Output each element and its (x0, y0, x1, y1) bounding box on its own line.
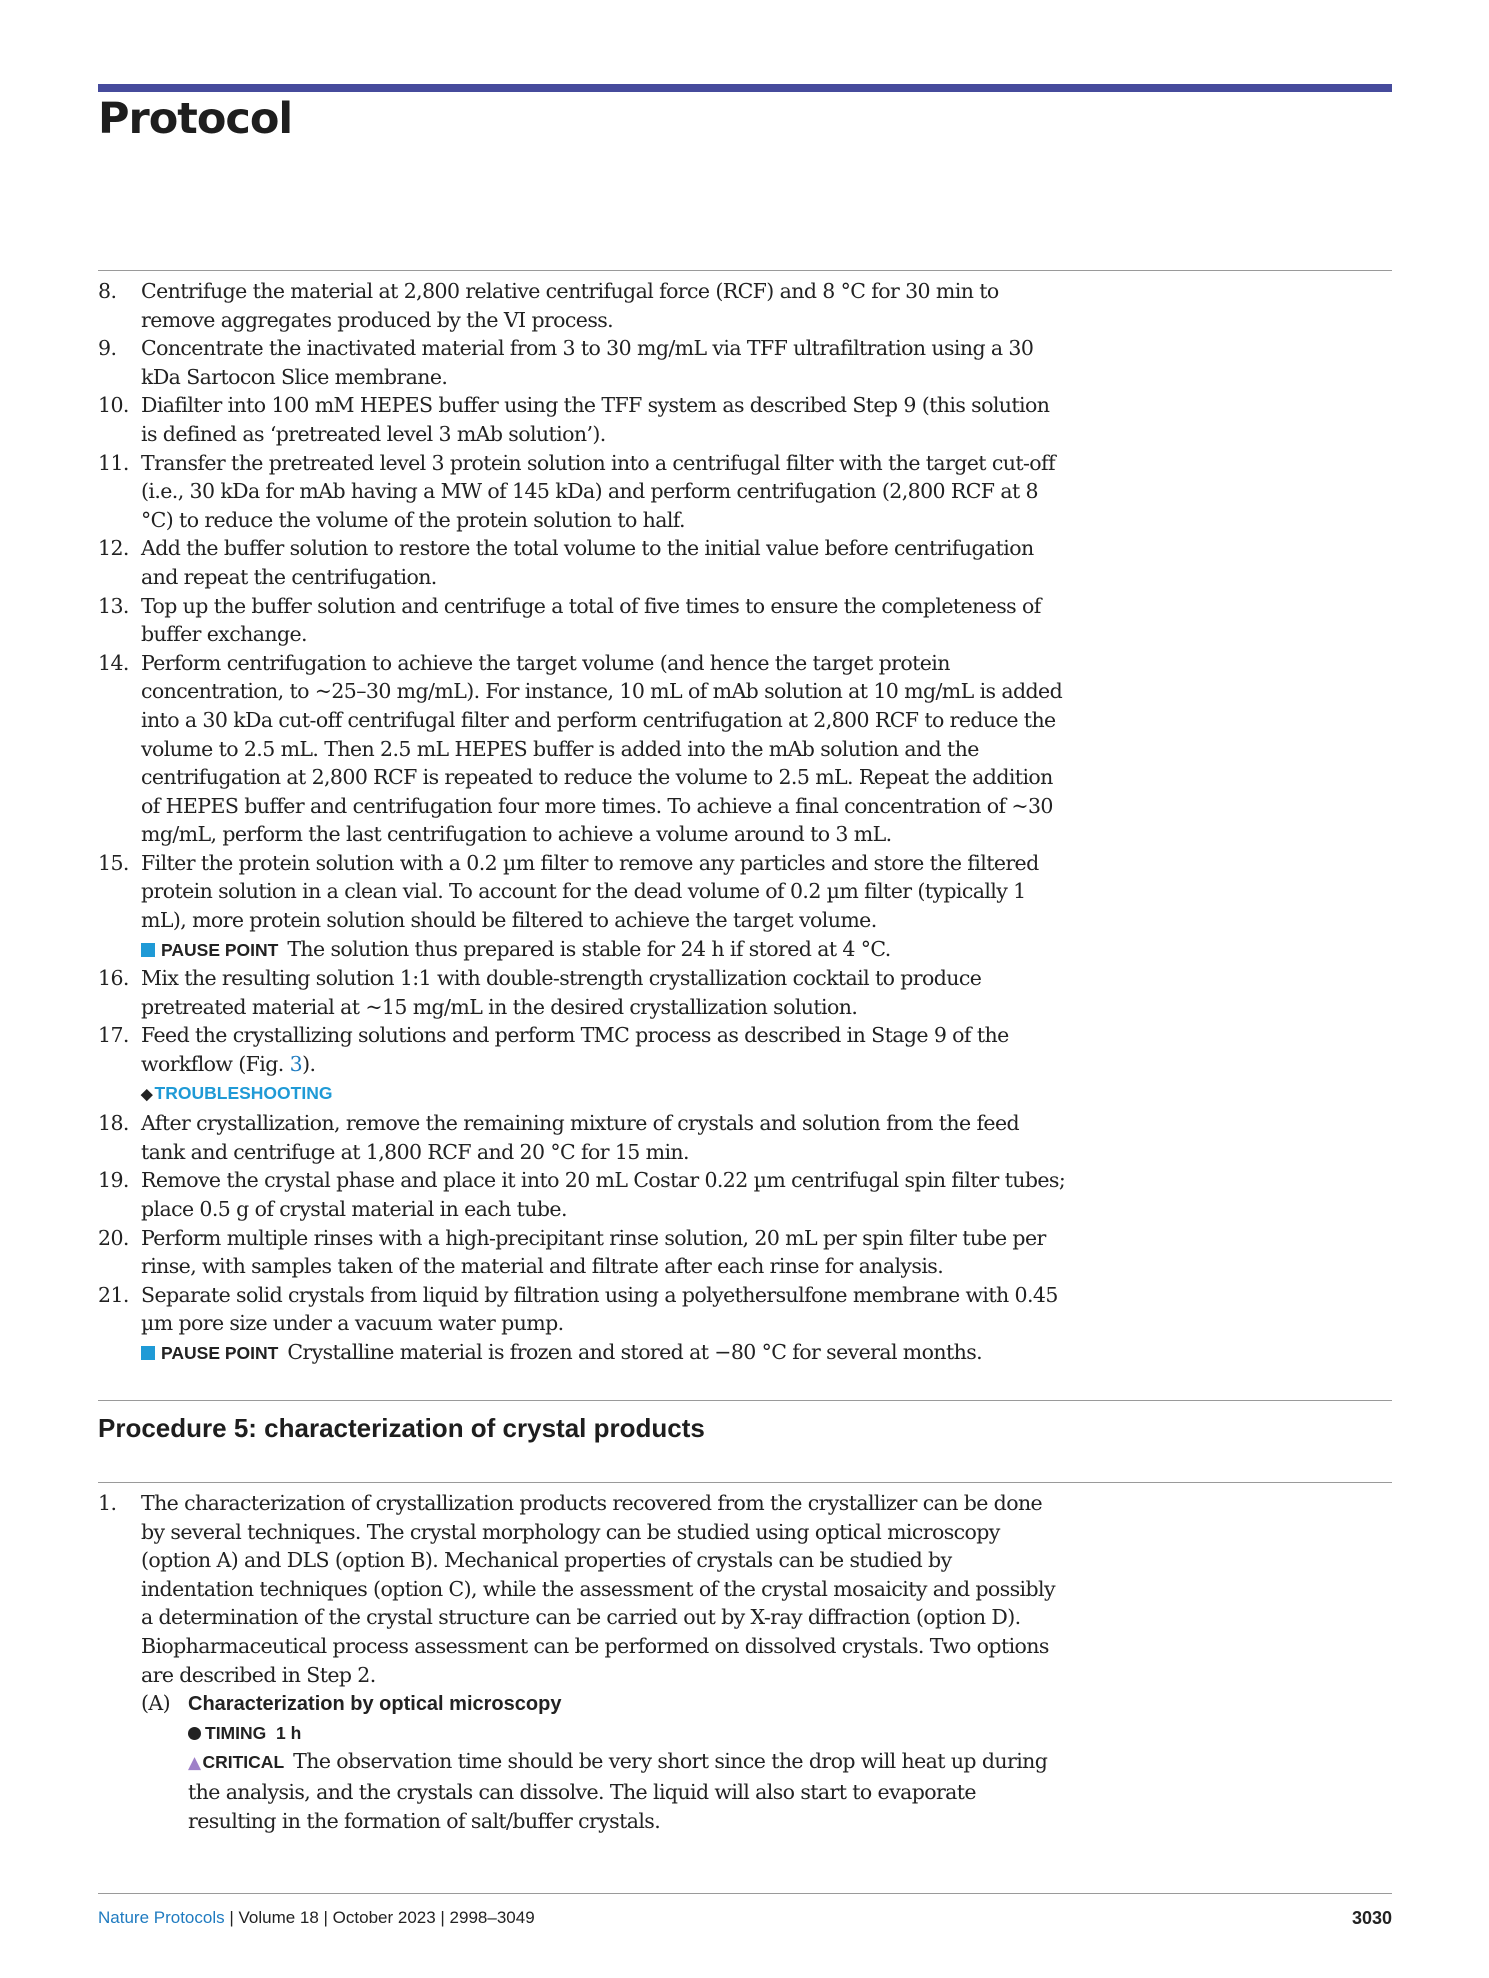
step-11 (98, 449, 1068, 535)
step-text: Centrifuge the material at 2,800 relative centrifugal force (RCF) and 8 °C for 30 min to remove aggregates produced by the VI process. (141, 279, 999, 332)
step-text: The characterization of crystallization products recovered from the crystallizer can be done by several techniques. The crystal morphology can be studied using optical microscopy (option A) and DLS (option B). Mechanical properties of crystals can be studied by indentation techniques (option C), while the assessment of the crystal mosaicity and possibly a determination of the crystal structure can be carried out by X-ray diffraction (option D). Biopharmaceutical process assessment can be performed on dissolved crystals. Two options are described in Step 2. (141, 1491, 1055, 1687)
timing-label: TIMING (205, 1722, 267, 1743)
step-text-end: ). (302, 1052, 316, 1077)
step-number: 20. (98, 1225, 129, 1250)
step-text: Perform multiple rinses with a high-precipitant rinse solution, 20 mL per spin filter tube per rinse, with samples taken of the material and filtrate after each rinse for analysis. (141, 1225, 1046, 1279)
step-17 (98, 1021, 1068, 1109)
section-label: Protocol (98, 94, 293, 144)
step-number: 1. (98, 1491, 117, 1515)
critical-text: The observation time should be very short since the drop will heat up during the analysis, and the crystals can dissolve. The liquid will also start to evaporate resulting in the formation of salt/buffer crystals. (188, 1749, 1048, 1833)
step-text: Perform centrifugation to achieve the target volume (and hence the target protein concentration, to ~25–30 mg/mL). For instance, 10 mL of mAb solution at 10 mg/mL is added into a 30 kDa cut-off centrifugal filter and perform centrifugation at 2,800 RCF to reduce the volume to 2.5 mL. Then 2.5 mL HEPES buffer is added into the mAb solution and the centrifugation at 2,800 RCF is repeated to reduce the volume to 2.5 mL. Repeat the addition of HEPES buffer and centrifugation four more times. To achieve a final concentration of ~30 mg/mL, perform the last centrifugation to achieve a volume around to 3 mL. (141, 650, 1063, 847)
step-text: Filter the protein solution with a 0.2 µm filter to remove any particles and store the filtered protein solution in a clean vial. To account for the dead volume of 0.2 µm filter (typically 1 mL), more protein solution should be filtered to achieve the target volume. (141, 850, 1039, 933)
step-9 (98, 334, 1068, 391)
procedure-title: Procedure 5: characterization of crystal products (98, 1413, 705, 1443)
procedure5-steps-list (98, 1489, 1068, 1835)
divider-procedure-bottom (98, 1482, 1392, 1483)
option-label: (A) (141, 1691, 171, 1716)
step-number: 21. (98, 1282, 129, 1307)
step-text: Separate solid crystals from liquid by filtration using a polyethersulfone membrane with 0.45 µm pore size under a vacuum water pump. (141, 1282, 1058, 1336)
step-10 (98, 391, 1068, 448)
step-number: 13. (98, 593, 129, 618)
step-number: 10. (98, 393, 129, 418)
journal-details: | Volume 18 | October 2023 | 2998–3049 (224, 1908, 535, 1927)
step-text: Concentrate the inactivated material from 3 to 30 mg/mL via TFF ultrafiltration using a 30 kDa Sartocon Slice membrane. (141, 336, 1034, 389)
step-14 (98, 649, 1068, 849)
step-text: Top up the buffer solution and centrifuge a total of five times to ensure the completeness of buffer exchange. (141, 593, 1041, 647)
troubleshooting-label: TROUBLESHOOTING (154, 1082, 333, 1103)
pause-square-icon (141, 1346, 155, 1360)
pause-point (141, 935, 1068, 965)
step-text: Mix the resulting solution 1:1 with double-strength crystallization cocktail to produce pretreated material at ~15 mg/mL in the desired crystallization solution. (141, 966, 982, 1019)
footer (98, 1908, 1392, 1928)
step-text: Add the buffer solution to restore the total volume to the initial value before centrifugation and repeat the centrifugation. (141, 536, 1034, 589)
step-text: Feed the crystallizing solutions and perform TMC process as described in Stage 9 of the workflow (Fig. (141, 1023, 1009, 1077)
step-8 (98, 277, 1068, 334)
critical-label: CRITICAL (202, 1752, 285, 1773)
divider-top (98, 270, 1392, 271)
option-title: Characterization by optical microscopy (188, 1693, 562, 1716)
critical-note (188, 1747, 1068, 1835)
pause-point-label: PAUSE POINT (161, 939, 279, 960)
step-18 (98, 1109, 1068, 1166)
page-number: 3030 (1351, 1908, 1392, 1928)
step-15 (98, 849, 1068, 964)
step-16 (98, 964, 1068, 1021)
step-number: 19. (98, 1168, 129, 1193)
step-text: Diafilter into 100 mM HEPES buffer using the TFF system as described Step 9 (this solution is defined as ‘pretreated level 3 mAb solution’). (141, 393, 1050, 446)
step-number: 12. (98, 536, 129, 561)
step-12 (98, 534, 1068, 591)
timing (188, 1719, 1068, 1748)
figure-link[interactable]: 3 (289, 1052, 303, 1077)
timing-value: 1 h (275, 1722, 302, 1743)
troubleshooting-link[interactable] (141, 1079, 1068, 1110)
step-number: 11. (98, 450, 129, 475)
pause-point-text: The solution thus prepared is stable for 24 h if stored at 4 °C. (287, 936, 891, 961)
step-13 (98, 592, 1068, 649)
step-19 (98, 1166, 1068, 1223)
option-a (141, 1689, 1068, 1835)
journal-name[interactable]: Nature Protocols (98, 1908, 225, 1927)
pause-point-label: PAUSE POINT (161, 1342, 279, 1363)
critical-triangle-icon: ▲ (188, 1753, 201, 1774)
step-number: 18. (98, 1111, 129, 1136)
header-bar (98, 84, 1392, 92)
step-text: After crystallization, remove the remaining mixture of crystals and solution from the feed tank and centrifuge at 1,800 RCF and 20 °C for 15 min. (141, 1111, 1020, 1164)
divider-footer (98, 1893, 1392, 1894)
procedure-steps-list (98, 277, 1068, 1368)
step-21 (98, 1281, 1068, 1368)
step-20 (98, 1224, 1068, 1281)
timing-dot-icon (188, 1727, 201, 1740)
pause-point-text: Crystalline material is frozen and stored at −80 °C for several months. (287, 1339, 983, 1364)
step-text: Remove the crystal phase and place it into 20 mL Costar 0.22 µm centrifugal spin filter tubes; place 0.5 g of crystal material in each tube. (141, 1168, 1066, 1221)
step-number: 8. (98, 279, 117, 303)
divider-procedure (98, 1400, 1392, 1401)
step-number: 9. (98, 336, 117, 361)
step-number: 16. (98, 966, 129, 991)
pause-point (141, 1338, 1068, 1368)
step-number: 15. (98, 850, 129, 875)
diamond-icon: ◆ (141, 1085, 153, 1103)
procedure5-step-1 (98, 1489, 1068, 1835)
step-number: 17. (98, 1023, 129, 1048)
step-number: 14. (98, 650, 129, 675)
pause-square-icon (141, 943, 155, 957)
step-text: Transfer the pretreated level 3 protein solution into a centrifugal filter with the target cut-off (i.e., 30 kDa for mAb having a MW of 145 kDa) and perform centrifugation (2,800 RCF at 8 °C) to reduce the volume of the protein solution to half. (141, 450, 1055, 532)
